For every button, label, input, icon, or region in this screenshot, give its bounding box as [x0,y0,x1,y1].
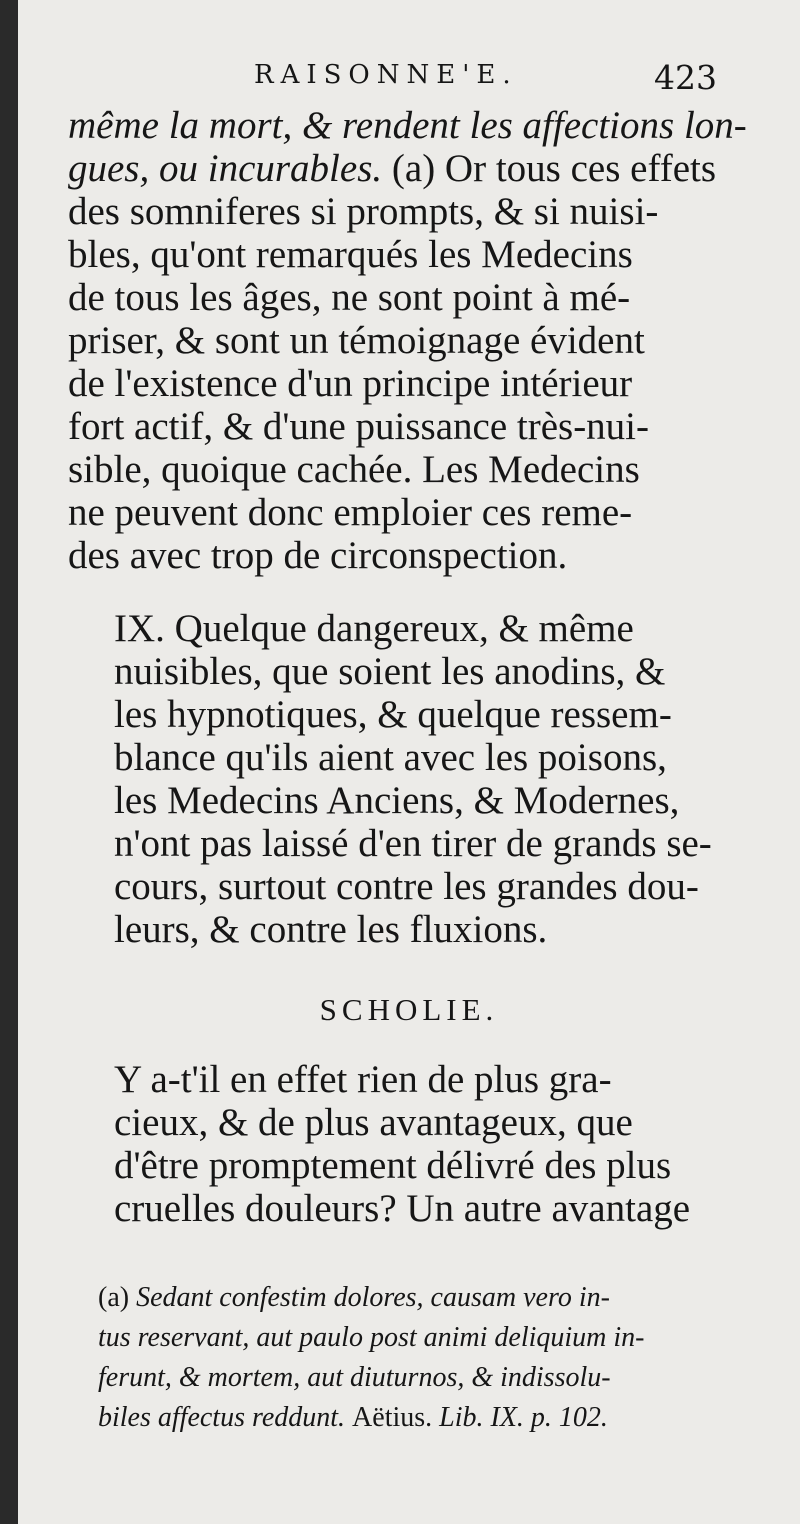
book-page [18,0,800,1524]
text-line: leurs, & contre les fluxions. [114,908,548,951]
text-line: nuisibles, que soient les anodins, & [114,650,666,693]
page-header [18,56,800,106]
footnote-reference: Lib. IX. p. 102. [439,1402,608,1433]
paragraph-2 [68,607,758,951]
footnote-line: ferunt, & mortem, aut diuturnos, & indissolu- [98,1362,611,1393]
footnote-line [98,1278,758,1318]
text-line: cruelles douleurs? Un autre avantage [114,1187,691,1230]
text-line [68,147,758,190]
text-line: priser, & sont un témoignage évident [68,319,645,362]
footnote-author: Aëtius. [352,1402,433,1433]
text-line: IX. Quelque dangereux, & même [114,607,634,650]
text-line: n'ont pas laissé d'en tirer de grands se- [114,822,712,865]
footnote-line [98,1398,758,1438]
section-title: SCHOLIE. [319,992,499,1027]
text-line: les hypnotiques, & quelque ressem- [114,693,672,736]
text-line: ne peuvent donc emploier ces reme- [68,491,633,534]
text-line: de l'existence d'un principe intérieur [68,362,633,405]
footnote-text: Sedant confestim dolores, causam vero in- [136,1282,610,1313]
text-line: sible, quoique cachée. Les Medecins [68,448,640,491]
text-line: les Medecins Anciens, & Modernes, [114,779,680,822]
text-line: cours, surtout contre les grandes dou- [114,865,699,908]
footnote [98,1278,758,1438]
running-head: RAISONNE'E. [254,60,518,90]
text-line: même la mort, & rendent les affections lon- [68,104,747,147]
text-line: des somniferes si prompts, & si nuisi- [68,190,659,233]
footnote-marker: (a) [98,1282,130,1313]
text-line: blance qu'ils aient avec les poisons, [114,736,667,779]
text-line: bles, qu'ont remarqués les Medecins [68,233,633,276]
paragraph-1 [68,104,758,577]
page-number: 423 [654,58,717,97]
text-line-rest: (a) Or tous ces effets [382,147,717,190]
text-line: de tous les âges, ne sont point à mé- [68,276,631,319]
footnote-text: biles affectus reddunt. [98,1402,346,1433]
footnote-line: tus reservant, aut paulo post animi deliquium in- [98,1322,645,1353]
text-line: Y a-t'il en effet rien de plus gra- [114,1058,612,1101]
text-line: fort actif, & d'une puissance très-nui- [68,405,650,448]
text-line-italic: gues, ou incurables. [68,147,383,190]
text-line: des avec trop de circonspection. [68,534,568,577]
paragraph-3 [68,1058,758,1230]
text-line: d'être promptement délivré des plus [114,1144,672,1187]
text-line: cieux, & de plus avantageux, que [114,1101,633,1144]
